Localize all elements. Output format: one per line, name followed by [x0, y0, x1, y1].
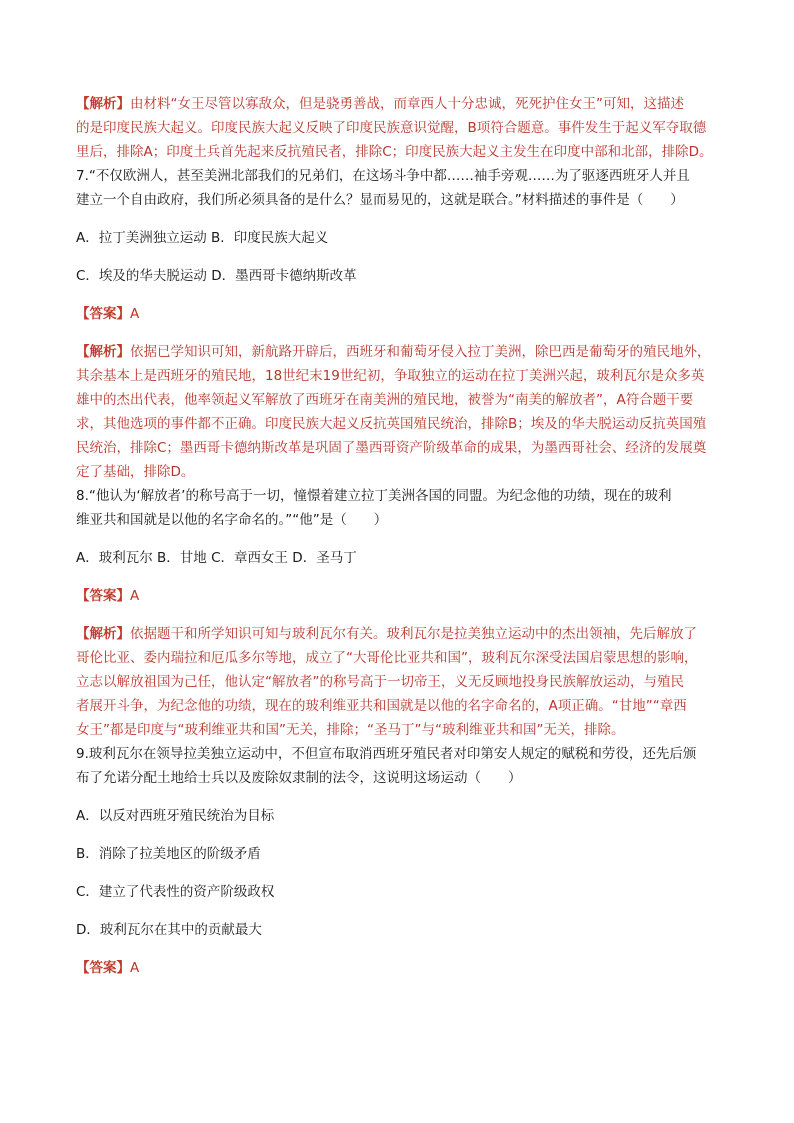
analysis-line: 其余基本上是西班牙的殖民地，18世纪末19世纪初，争取独立的运动在拉丁美洲兴起，玻利瓦尔是众多英 — [76, 368, 705, 384]
analysis-line: 里后，排除A；印度土兵首先起来反抗殖民者，排除C；印度民族大起义主发生在印度中部和北部，排除D。 — [76, 144, 713, 160]
option-line: A．玻利瓦尔 B．甘地 C．章西女王 D．圣马丁 — [76, 550, 357, 566]
analysis-text: 雄中的杰出代表，他率领起义军解放了西班牙在南美洲的殖民地，被誉为 — [76, 392, 508, 408]
analysis-highlight: “甘地”“章西 — [611, 698, 687, 714]
question-9 — [76, 742, 726, 980]
question-stem-line: 维亚共和国就是以他的名字命名的。”“他”是（ ） — [76, 512, 388, 528]
option-line: D．玻利瓦尔在其中的贡献最大 — [76, 922, 262, 938]
answer-value: A — [130, 588, 140, 604]
analysis-line — [76, 718, 726, 742]
analysis-text: ，A符合题干要 — [603, 392, 694, 408]
option-line: B．消除了拉美地区的阶级矛盾 — [76, 846, 261, 862]
question-stem-line: 9.玻利瓦尔在领导拉美独立运动中，不但宣布取消西班牙殖民者对印第安人规定的赋税和劳役，还先后颁 — [76, 746, 697, 762]
analysis-line: 定了基础，排除D。 — [76, 464, 195, 480]
analysis-highlight: “南美的解放者” — [508, 392, 603, 408]
analysis-text: 由材料“女王尽管以寡敌众，但是骁勇善战，而章西人十分忠诚，死死护住女王”可知，这描述 — [130, 96, 684, 112]
analysis-line — [76, 388, 726, 412]
analysis-line: 求，其他选项的事件都不正确。印度民族大起义反抗英国殖民统治，排除B；埃及的华夫脱运动反抗英国殖 — [76, 416, 707, 432]
option-line: A．拉丁美洲独立运动 B．印度民族大起义 — [76, 230, 329, 246]
question-stem-line: 7.“不仅欧洲人，甚至美洲北部我们的兄弟们，在这场斗争中都……袖手旁观……为了驱逐西班牙人并且 — [76, 168, 690, 184]
analysis-text: 者展开斗争，为纪念他的功绩，现在的玻利维亚共和国就是以他的名字命名的，A项正确。 — [76, 698, 612, 714]
answer-tag: 【答案】 — [76, 306, 130, 322]
analysis-block-q6 — [76, 92, 726, 164]
analysis-line — [76, 622, 726, 646]
question-7 — [76, 164, 726, 484]
answer-tag: 【答案】 — [76, 960, 130, 976]
analysis-line — [76, 694, 726, 718]
analysis-highlight: 女王” — [76, 722, 110, 738]
analysis-text: 依据已学知识可知，新航路开辟后，西班牙和葡萄牙侵入拉丁美洲，除巴西是葡萄牙的殖民地外， — [130, 344, 711, 360]
question-stem-line: 布了允诺分配土地给士兵以及废除奴隶制的法令，这说明这场运动（ ） — [76, 770, 522, 786]
analysis-text: 依据题干和所学知识可知与玻利瓦尔有关。玻利瓦尔是拉美独立运动中的杰出领袖，先后解放了 — [130, 626, 697, 642]
analysis-text: 都是印度与“玻利维亚共和国”无关，排除；“圣马丁”与“玻利维亚共和国”无关，排除。 — [110, 722, 625, 738]
option-line: C．埃及的华夫脱运动 D．墨西哥卡德纳斯改革 — [76, 268, 357, 284]
analysis-line: 立志以解放祖国为己任，他认定“解放者”的称号高于一切帝王，义无反顾地投身民族解放运动，与殖民 — [76, 674, 684, 690]
answer-line — [76, 302, 726, 326]
analysis-line: 的是印度民族大起义。印度民族大起义反映了印度民族意识觉醒，B项符合题意。事件发生于起义军夺取德 — [76, 120, 707, 136]
analysis-tag: 【解析】 — [76, 626, 130, 642]
answer-tag: 【答案】 — [76, 588, 130, 604]
question-stem-line: 建立一个自由政府，我们所必须具备的是什么？显而易见的，这就是联合。”材料描述的事件是（ ） — [76, 192, 684, 208]
document-page — [76, 92, 726, 980]
question-stem-line: 8.“他认为‘解放者’的称号高于一切，憧憬着建立拉丁美洲各国的同盟。为纪念他的功绩，现在的玻利 — [76, 488, 672, 504]
analysis-line — [76, 340, 726, 364]
answer-value: A — [130, 960, 140, 976]
analysis-line — [76, 92, 726, 116]
analysis-line: 哥伦比亚、委内瑞拉和厄瓜多尔等地，成立了“大哥伦比亚共和国”，玻利瓦尔深受法国启蒙思想的影响， — [76, 650, 698, 666]
analysis-tag: 【解析】 — [76, 96, 130, 112]
option-line: A．以反对西班牙殖民统治为目标 — [76, 808, 275, 824]
answer-value: A — [130, 306, 140, 322]
answer-line — [76, 584, 726, 608]
analysis-tag: 【解析】 — [76, 344, 130, 360]
analysis-line: 民统治，排除C；墨西哥卡德纳斯改革是巩固了墨西哥资产阶级革命的成果，为墨西哥社会、经济的发展奠 — [76, 440, 707, 456]
question-8 — [76, 484, 726, 742]
option-line: C．建立了代表性的资产阶级政权 — [76, 884, 275, 900]
answer-line — [76, 956, 726, 980]
